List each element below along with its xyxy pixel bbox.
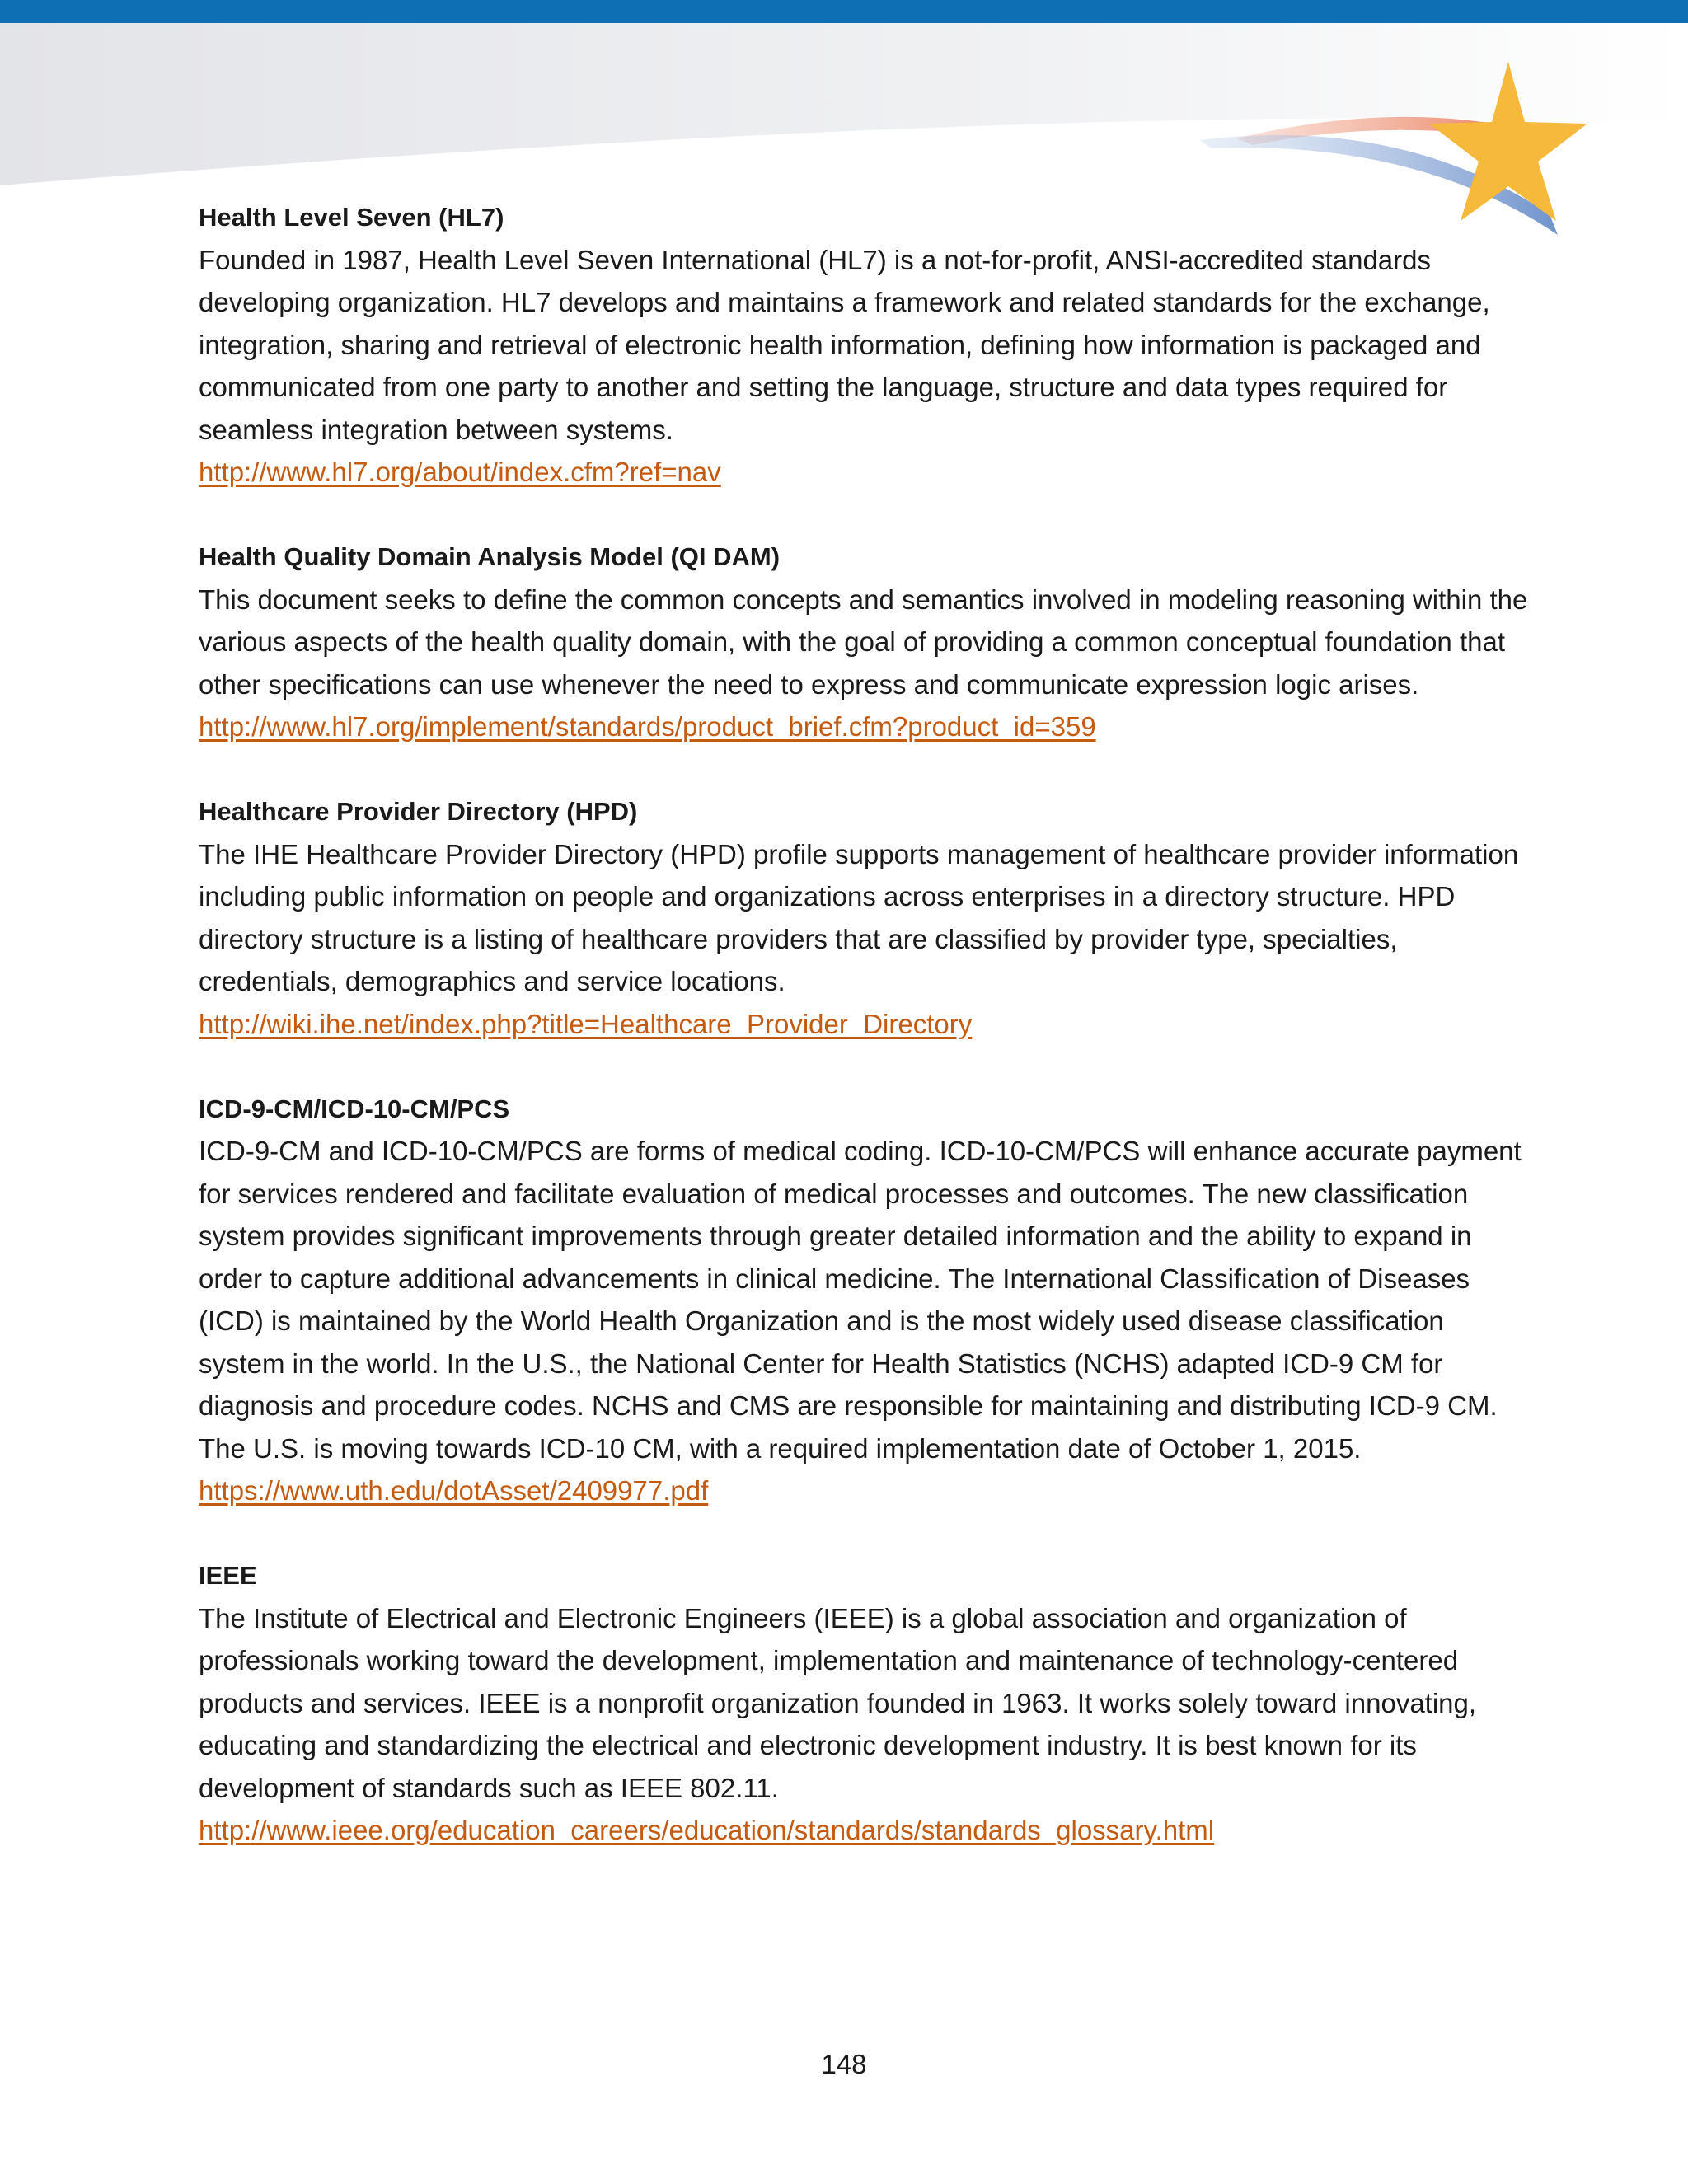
entry-title: Health Level Seven (HL7) — [199, 203, 504, 232]
entry-description: This document seeks to define the common concepts and semantics involved in modeling reasoning within the various aspects of the health quality domain, with the goal of providing a common conceptual foundation that other specifications can use whenever the need to express and communicate expression logic arises. — [199, 583, 1528, 700]
entry-link[interactable]: http://www.hl7.org/implement/standards/product_brief.cfm?product_id=359 — [199, 711, 1096, 742]
entry-description: ICD-9-CM and ICD-10-CM/PCS are forms of medical coding. ICD-10-CM/PCS will enhance accurate payment for services rendered and facilitate evaluation of medical processes and outcomes. The new classification system provides significant improvements through greater detailed information and the ability to expand in order to capture additional advancements in clinical medicine. The International Classification of Diseases (ICD) is maintained by the World Health Organization and is the most widely used disease classification system in the world. In the U.S., the National Center for Health Statistics (NCHS) adapted ICD-9 CM for diagnosis and procedure codes. NCHS and CMS are responsible for maintaining and distributing ICD-9 CM. The U.S. is moving towards ICD-10 CM, with a required implementation date of October 1, 2015. — [199, 1136, 1522, 1464]
glossary-entry-icd — [199, 1088, 1534, 1512]
glossary-entry-qi-dam — [199, 536, 1534, 748]
glossary-entry-ieee — [199, 1554, 1534, 1852]
entry-title: Healthcare Provider Directory (HPD) — [199, 797, 638, 826]
glossary-entry-hpd — [199, 790, 1534, 1045]
entry-link[interactable]: http://www.hl7.org/about/index.cfm?ref=nav — [199, 457, 721, 487]
entry-description: Founded in 1987, Health Level Seven International (HL7) is a not-for-profit, ANSI-accredited standards developing organization. HL7 develops and maintains a framework and related standards for the exchange, integration, sharing and retrieval of electronic health information, defining how information is packaged and communicated from one party to another and setting the language, structure and data types required for seamless integration between systems. — [199, 244, 1490, 445]
page-number: 148 — [821, 2049, 867, 2079]
entry-title: Health Quality Domain Analysis Model (QI DAM) — [199, 542, 781, 571]
entry-description: The Institute of Electrical and Electronic Engineers (IEEE) is a global association and organization of professionals working toward the development, implementation and maintenance of technology-centered products and services. IEEE is a nonprofit organization founded in 1963. It works solely toward innovating, educating and standardizing the electrical and electronic development industry. It is best known for its development of standards such as IEEE 802.11. — [199, 1602, 1477, 1803]
entry-link[interactable]: http://wiki.ihe.net/index.php?title=Healthcare_Provider_Directory — [199, 1008, 973, 1039]
entry-title: ICD-9-CM/ICD-10-CM/PCS — [199, 1094, 510, 1123]
glossary-entry-hl7 — [199, 196, 1534, 494]
entry-link[interactable]: https://www.uth.edu/dotAsset/2409977.pdf — [199, 1475, 709, 1506]
glossary-content — [199, 196, 1534, 1894]
entry-title: IEEE — [199, 1561, 257, 1590]
top-color-bar — [0, 0, 1688, 23]
entry-link[interactable]: http://www.ieee.org/education_careers/education/standards/standards_glossary.html — [199, 1815, 1215, 1845]
entry-description: The IHE Healthcare Provider Directory (HPD) profile supports management of healthcare provider information including public information on people and organizations across enterprises in a directory structure. HPD directory structure is a listing of healthcare providers that are classified by provider type, specialties, credentials, demographics and service locations. — [199, 838, 1519, 996]
